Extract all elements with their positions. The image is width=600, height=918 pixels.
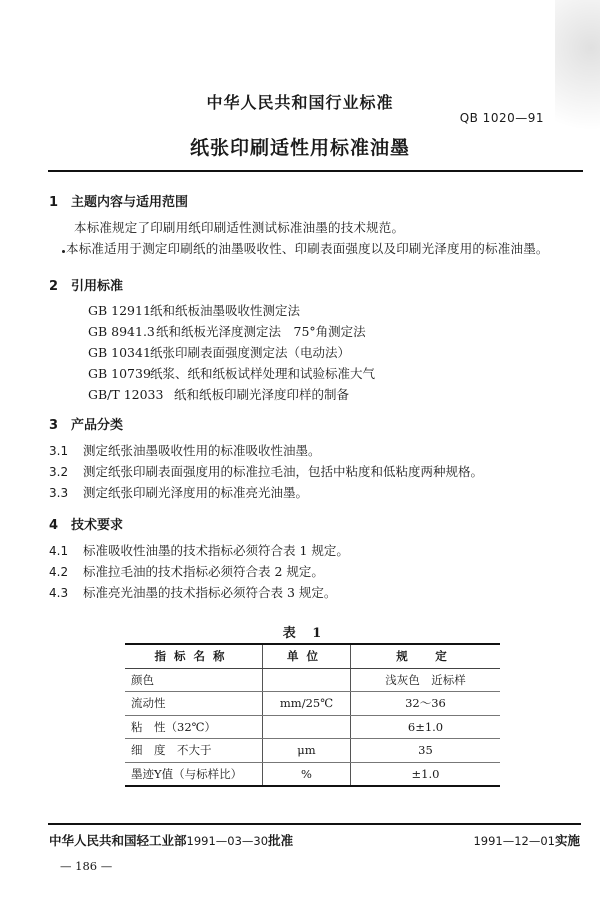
table-row	[125, 668, 500, 692]
cell-indicator: 粘 性（32℃）	[125, 715, 263, 739]
approval-label: 批准	[268, 833, 294, 848]
table-1-caption: 表 1	[282, 626, 328, 641]
cell-unit	[263, 668, 351, 692]
page-number: — 186 —	[60, 859, 113, 873]
cell-indicator: 墨迹Y值（与标样比）	[125, 762, 263, 786]
item-text: 标准拉毛油的技术指标必须符合表 2 规定。	[83, 564, 324, 579]
effective-line	[473, 831, 580, 849]
reference-item	[88, 343, 350, 361]
item-number: 4.1	[49, 544, 69, 558]
approval-line	[49, 831, 293, 849]
reference-title: 纸和纸板油墨吸收性测定法	[150, 303, 301, 318]
reference-item	[88, 301, 300, 319]
section-title: 引用标准	[71, 279, 124, 294]
section-title: 主题内容与适用范围	[71, 195, 189, 210]
table-1	[125, 643, 500, 787]
footer-divider	[48, 823, 581, 825]
item-text: 测定纸张印刷表面强度用的标准拉毛油，包括中粘度和低粘度两种规格。	[83, 464, 484, 479]
approval-date: 1991—03—30	[186, 834, 269, 848]
reference-item	[88, 385, 349, 403]
item-text: 标准亮光油墨的技术指标必须符合表 3 规定。	[83, 585, 337, 600]
section-number: 1	[49, 195, 59, 210]
item-number: 4.3	[49, 586, 69, 600]
cell-unit: %	[263, 762, 351, 786]
item-number: 3.3	[49, 486, 69, 500]
cell-specification: 35	[351, 739, 501, 763]
reference-item	[88, 364, 375, 382]
item-text: 测定纸张油墨吸收性用的标准吸收性油墨。	[83, 443, 321, 458]
table-header-row	[125, 644, 500, 668]
reference-code: GB 12911	[88, 303, 151, 318]
requirement-item	[49, 583, 336, 601]
scan-speck	[62, 250, 65, 253]
cell-specification: 浅灰色 近标样	[351, 668, 501, 692]
reference-title: 纸和纸板印刷光泽度印样的制备	[174, 387, 350, 402]
reference-title: 纸张印刷表面强度测定法（电动法）	[150, 345, 351, 360]
cell-specification: ±1.0	[351, 762, 501, 786]
document-title: 纸张印刷适性用标准油墨	[189, 137, 410, 159]
section-1-heading	[49, 191, 188, 210]
classification-item	[49, 483, 308, 501]
reference-code: GB 10341	[88, 345, 151, 360]
cell-unit: μm	[263, 739, 351, 763]
table-row	[125, 715, 500, 739]
item-number: 3.2	[49, 465, 69, 479]
reference-title: 纸和纸板光泽度测定法 75°角测定法	[156, 324, 366, 339]
table-row	[125, 739, 500, 763]
table-row	[125, 692, 500, 716]
reference-code: GB 10739	[88, 366, 151, 381]
column-header-specification: 规 定	[351, 644, 501, 668]
section-3-heading	[49, 414, 123, 433]
section-4-heading	[49, 514, 123, 533]
section-number: 3	[49, 418, 59, 433]
cell-indicator: 细 度 不大于	[125, 739, 263, 763]
effective-label: 实施	[554, 833, 580, 848]
reference-title: 纸浆、纸和纸板试样处理和试验标准大气	[150, 366, 376, 381]
cell-unit: mm/25℃	[263, 692, 351, 716]
section-number: 4	[49, 518, 59, 533]
standard-number: QB 1020—91	[459, 111, 544, 125]
section-title: 技术要求	[71, 518, 124, 533]
section-1-paragraph-1: 本标准规定了印刷用纸印刷适性测试标准油墨的技术规范。	[74, 220, 405, 235]
section-2-heading	[49, 275, 123, 294]
item-text: 测定纸张印刷光泽度用的标准亮光油墨。	[83, 485, 309, 500]
item-number: 4.2	[49, 565, 69, 579]
requirement-item	[49, 541, 349, 559]
section-number: 2	[49, 279, 59, 294]
cell-specification: 32～36	[351, 692, 501, 716]
reference-code: GB/T 12033	[88, 387, 164, 402]
section-title: 产品分类	[71, 418, 124, 433]
cell-unit	[263, 715, 351, 739]
reference-item	[88, 322, 366, 340]
item-number: 3.1	[49, 444, 69, 458]
requirement-item	[49, 562, 324, 580]
issuing-organization-header: 中华人民共和国行业标准	[206, 93, 394, 112]
classification-item	[49, 462, 483, 480]
issuing-ministry: 中华人民共和国轻工业部	[49, 833, 187, 848]
effective-date: 1991—12—01	[473, 834, 555, 848]
title-divider	[48, 170, 583, 172]
cell-indicator: 流动性	[125, 692, 263, 716]
reference-code: GB 8941.3	[88, 324, 155, 339]
cell-indicator: 颜色	[125, 668, 263, 692]
column-header-indicator: 指标名称	[125, 644, 263, 668]
column-header-unit: 单位	[263, 644, 351, 668]
table-row	[125, 762, 500, 786]
cell-specification: 6±1.0	[351, 715, 501, 739]
classification-item	[49, 441, 321, 459]
section-1-paragraph-2: 本标准适用于测定印刷纸的油墨吸收性、印刷表面强度以及印刷光泽度用的标准油墨。	[66, 241, 549, 256]
item-text: 标准吸收性油墨的技术指标必须符合表 1 规定。	[83, 543, 349, 558]
